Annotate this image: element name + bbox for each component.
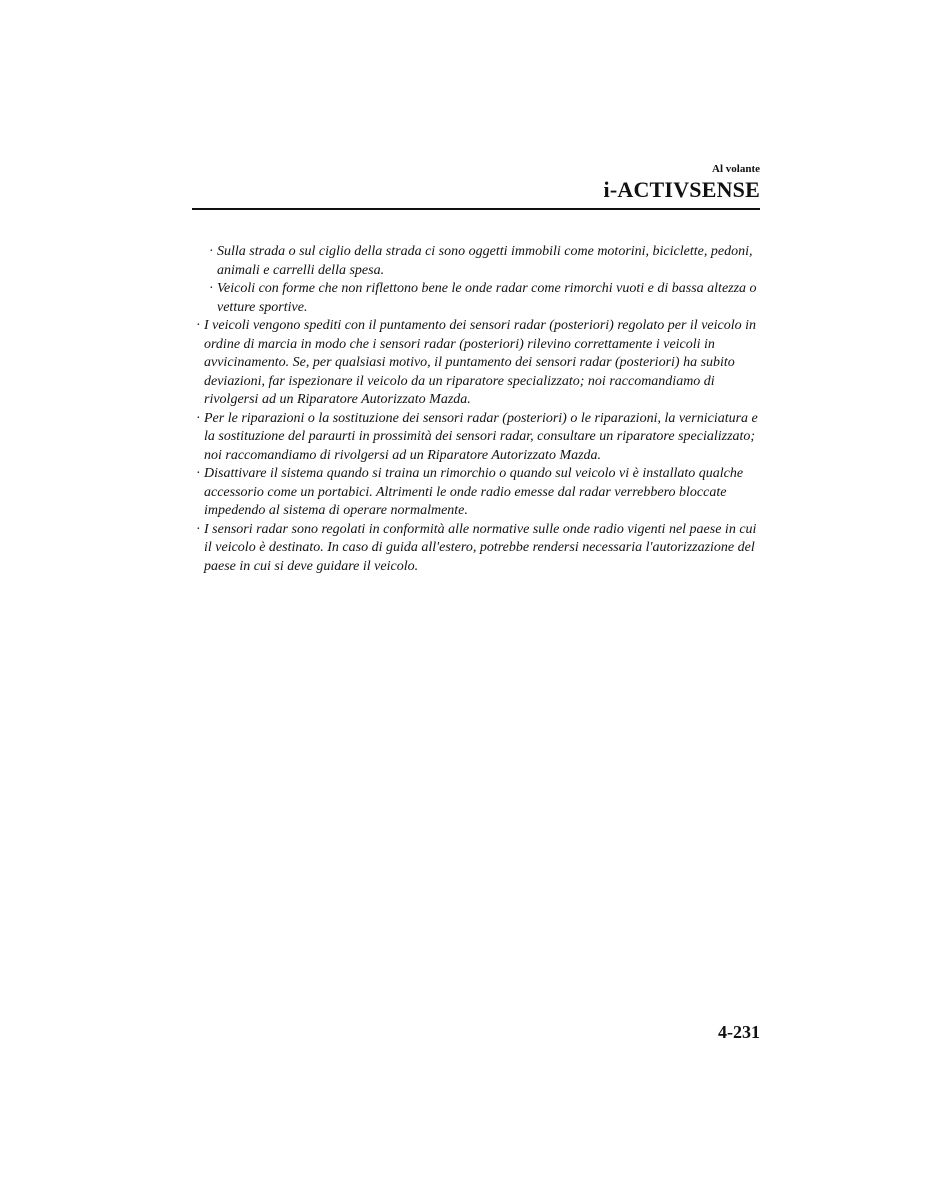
chapter-title: i-ACTIVSENSE: [603, 177, 760, 202]
bullet-marker: ·: [196, 410, 201, 426]
bullet-marker: ·: [209, 244, 214, 259]
list-item: [196, 465, 762, 521]
page-header: [604, 163, 760, 203]
list-item-text: I veicoli vengono spediti con il puntamento dei sensori radar (posteriori) regolato per il veicolo in ordine di marcia in modo che i sensori radar (posteriori) rilevino correttamente i veicoli in avvicinamento. Se, per qualsiasi motivo, il puntamento dei sensori radar (posteriori) ha subito deviazioni, far ispezionare il veicolo da un riparatore specializzato; noi raccomandiamo di rivolgersi ad un Riparatore Autorizzato Mazda.: [204, 318, 757, 407]
sub-list-item-text: Sulla strada o sul ciglio della strada ci sono oggetti immobili come motorini, biciclette, pedoni, animali e carrelli della spesa.: [217, 244, 753, 278]
sub-list-item-text: Veicoli con forme che non riflettono bene le onde radar come rimorchi vuoti e di bassa altezza o vetture sportive.: [217, 281, 757, 315]
section-label: Al volante: [712, 163, 760, 175]
bullet-marker: ·: [209, 281, 214, 296]
list-item-text: I sensori radar sono regolati in conformità alle normative sulle onde radio vigenti nel paese in cui il veicolo è destinato. In caso di guida all'estero, potrebbe rendersi necessaria l'autorizzazione del paese in cui si deve guidare il veicolo.: [204, 521, 757, 574]
bullet-marker: ·: [196, 466, 201, 481]
list-item: [196, 317, 762, 410]
bullet-list: [196, 243, 762, 576]
list-item-text: Disattivare il sistema quando si traina un rimorchio o quando sul veicolo vi è installato qualche accessorio come un portabici. Altrimenti le onde radio emesse dal radar verrebbero bloccate impedendo al sistema di operare normalmente.: [204, 466, 744, 518]
list-item: [196, 410, 762, 466]
sub-list-item: [209, 243, 762, 280]
bullet-marker: ·: [196, 318, 201, 333]
list-item: [196, 521, 762, 577]
sub-list-item: [209, 280, 762, 317]
header-divider: [192, 208, 760, 210]
bullet-marker: ·: [196, 521, 201, 537]
page-number: 4-231: [718, 1022, 760, 1042]
list-item-text: Per le riparazioni o la sostituzione dei sensori radar (posteriori) o le riparazioni, la verniciatura e la sostituzione del paraurti in prossimità dei sensori radar, consultare un riparatore specializzato; noi raccomandiamo di rivolgersi ad un Riparatore Autorizzato Mazda.: [204, 410, 758, 463]
